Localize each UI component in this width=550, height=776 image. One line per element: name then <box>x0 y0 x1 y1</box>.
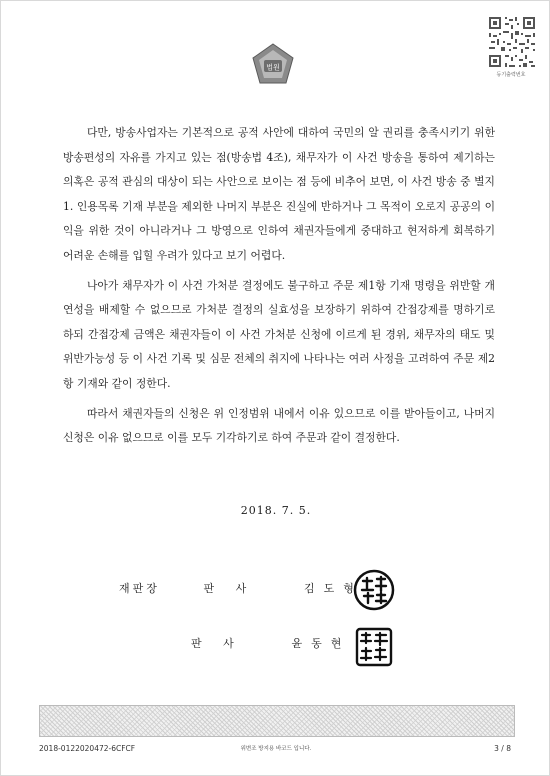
judge-seal-icon <box>355 627 393 667</box>
paragraph: 나아가 채무자가 이 사건 가처분 결정에도 불구하고 주문 제1항 기재 명령을 위반할 개연성을 배제할 수 없으므로 가처분 결정의 실효성을 보장하기 위하여 간접강제를 명하기로 하되 간접강제 금액은 채권자들이 이 사건 가처분 신청에 이르게 된 경위, 채무자의 태도 및 위반가능성 등 이 사건 기록 및 심문 전체의 취지에 나타나는 여러 사정을 고려하여 주문 제2항 기재와 같이 정한다. <box>63 278 495 390</box>
emblem-text: 법원 <box>266 63 280 72</box>
judge1-name: 김도형 <box>304 582 363 595</box>
court-emblem-icon <box>250 42 296 86</box>
presiding-role: 재판장 <box>119 582 160 595</box>
judge-seal-icon <box>353 568 395 612</box>
anti-forgery-barcode <box>39 705 515 737</box>
presiding-judge-row <box>119 580 363 596</box>
decision-date: 2018. 7. 5. <box>240 504 312 517</box>
paragraph: 다만, 방송사업자는 기본적으로 공적 사안에 대하여 국민의 알 권리를 충족시키기 위한 방송편성의 자유를 가지고 있는 점(방송법 4조), 채무자가 이 사건 방송을 통하여 제기하는 의혹은 공적 관심의 대상이 되는 사안으로 보이는 점 등에 비추어 보면, 이 사건 방송 중 별지 1. 인용목록 기재 부분을 제외한 나머지 부분은 진실에 반하거나 그 목적이 오로지 공공의 이익을 위한 것이 아니라거나 그 방영으로 인하여 채권자들에게 중대하고 현저하게 회복하기 어려운 손해를 입힐 우려가 있다고 보기 어렵다. <box>63 126 495 262</box>
judge2-name: 윤동현 <box>291 637 351 650</box>
associate-judge-row <box>191 635 350 651</box>
qr-code-icon <box>487 15 537 69</box>
judge1-title: 판 사 <box>203 582 256 595</box>
judge2-title: 판 사 <box>191 637 243 650</box>
qr-caption: 등기출력번호 <box>496 72 526 78</box>
document-id: 2018-0122020472-6CFCF <box>39 744 136 753</box>
page-number: 3 / 8 <box>494 744 511 753</box>
decision-body <box>63 121 495 456</box>
barcode-note: 위변조 방지용 바코드 입니다. <box>240 746 312 752</box>
paragraph: 따라서 채권자들의 신청은 위 인정범위 내에서 이유 있으므로 이를 받아들이고, 나머지 신청은 이유 없으므로 이를 모두 기각하기로 하여 주문과 같이 결정한다. <box>63 406 495 445</box>
